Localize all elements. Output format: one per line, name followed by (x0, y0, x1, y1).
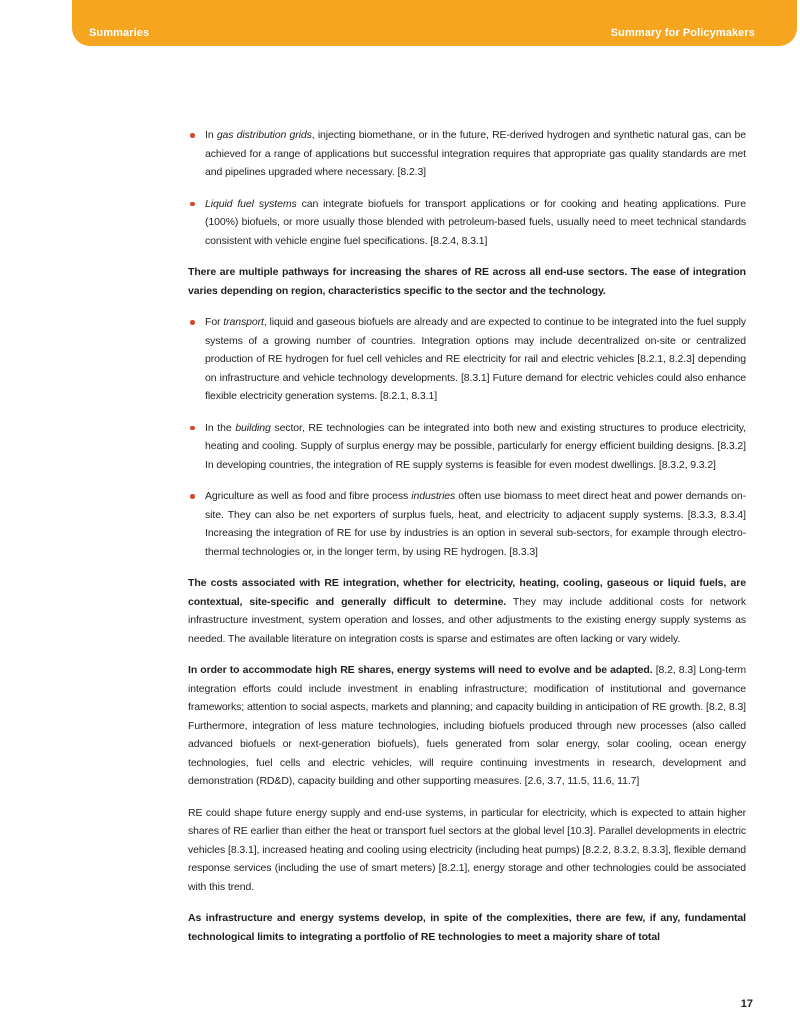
text-segment: , liquid and gaseous biofuels are already and are expected to continue to be integrated into the fuel supply systems of a growing number of countries. Integration options may include decentralized on-site or centralized production of RE hydrogen for fuel cell vehicles and RE electricity for rail and electric vehicles [8.2.1, 8.2.3] depending on infrastructure and vehicle technology developments. [8.3.1] Future demand for electric vehicles could also enhance flexible electricity generation systems. [8.2.1, 8.3.1] (205, 316, 746, 402)
text-segment: As infrastructure and energy systems develop, in spite of the complexities, there are few, if any, fundamental technological limits to integrating a portfolio of RE technologies to meet a majority share of total (188, 912, 746, 943)
text-segment: building (235, 421, 271, 434)
text-segment: sector, RE technologies can be integrated into both new and existing structures to produce electricity, heating and cooling. Supply of surplus energy may be possible, particularly for energy efficient building designs. [8.3.2] In developing countries, the integration of RE supply systems is feasible for even modest dwellings. [8.3.2, 9.3.2] (205, 421, 746, 471)
text-segment: They may include additional costs for network infrastructure investment, system operation and losses, and other adjustments to the existing energy supply systems as needed. The available literature on integration costs is sparse and estimates are often lacking or vary widely. (188, 595, 746, 645)
text-segment: In order to accommodate high RE shares, energy systems will need to evolve and be adapted. (188, 664, 653, 676)
text-segment: gas distribution grids (216, 129, 312, 141)
text-segment: can integrate biofuels for transport applications or for cooking and heating applications. Pure (100%) biofuels, or more usually those blended with petroleum-based fuels, usually need to meet technical standards consistent with vehicle engine fuel specifications. [8.2.4, 8.3.1] (205, 197, 746, 247)
bullet-item (188, 313, 746, 406)
paragraph (188, 661, 746, 791)
text-segment: RE could shape future energy supply and end-use systems, in particular for electricity, which is expected to attain higher shares of RE earlier than either the heat or transport fuel sectors at the global level [10.3]. Parallel developments in electric vehicles [8.3.1], increased heating and cooling using electricity (including heat pumps) [8.2.2, 8.3.2, 8.3.3], flexible demand response services (including the use of smart meters) [8.2.1], energy storage and other technologies could be associated with this trend. (188, 806, 746, 893)
text-segment: transport (223, 316, 264, 328)
header-chapter-label: Summary for Policymakers (610, 27, 755, 39)
bullet-icon (190, 133, 195, 138)
bullet-item (188, 126, 746, 182)
bullet-item (188, 195, 746, 251)
paragraph (188, 804, 746, 897)
bullet-icon (190, 320, 195, 325)
header-section-label: Summaries (89, 27, 150, 39)
page-number: 17 (740, 998, 753, 1010)
bullet-item (188, 419, 746, 475)
bullet-icon (190, 494, 195, 499)
paragraph (188, 909, 746, 946)
page-header-bar (72, 0, 797, 46)
text-segment: In the (205, 421, 236, 434)
paragraph (188, 574, 746, 648)
text-segment: There are multiple pathways for increasing the shares of RE across all end-use sectors. The ease of integration varies depending on region, characteristics specific to the sector and the technology. (188, 266, 746, 297)
text-segment: , injecting biomethane, or in the future, RE-derived hydrogen and synthetic natural gas, can be achieved for a range of applications but successful integration requires that appropriate gas quality standards are met and pipelines upgraded where necessary. [8.2.3] (205, 129, 746, 178)
text-segment: The costs associated with RE integration, whether for electricity, heating, cooling, gaseous or liquid fuels, are contextual, site-specific and generally difficult to determine. (188, 577, 746, 608)
text-segment: For (205, 316, 224, 328)
document-body (188, 126, 746, 959)
text-segment: In (205, 129, 217, 141)
bullet-icon (190, 202, 195, 207)
text-segment: industries (411, 490, 456, 502)
paragraph (188, 263, 746, 300)
text-segment: often use biomass to meet direct heat and power demands on-site. They can also be net exporters of surplus fuels, heat, and electricity to adjacent supply systems. [8.3.3, 8.3.4] Increasing the integration of RE for use by industries is an option in several sub-sectors, for example through electro-thermal technologies or, in the longer term, by using RE hydrogen. [8.3.3] (205, 490, 746, 558)
text-segment: Liquid fuel systems (205, 197, 297, 210)
text-segment: [8.2, 8.3] Long-term integration efforts could include investment in enabling infrastructure; modification of institutional and governance frameworks; attention to social aspects, markets and planning; and capacity building in anticipation of RE growth. [8.2, 8.3] Furthermore, integration of less mature technologies, including biofuels produced through new processes (also called advanced biofuels or next-generation biofuels), fuels generated from solar energy, solar cooling, ocean energy technologies, fuel cells and electric vehicles, will require continuing investments in research, development and demonstration (RD&D), capacity building and other supporting measures. [2.6, 3.7, 11.5, 11.6, 11.7] (188, 664, 746, 787)
bullet-item (188, 487, 746, 561)
bullet-icon (190, 426, 195, 431)
text-segment: Agriculture as well as food and fibre process (205, 490, 412, 502)
